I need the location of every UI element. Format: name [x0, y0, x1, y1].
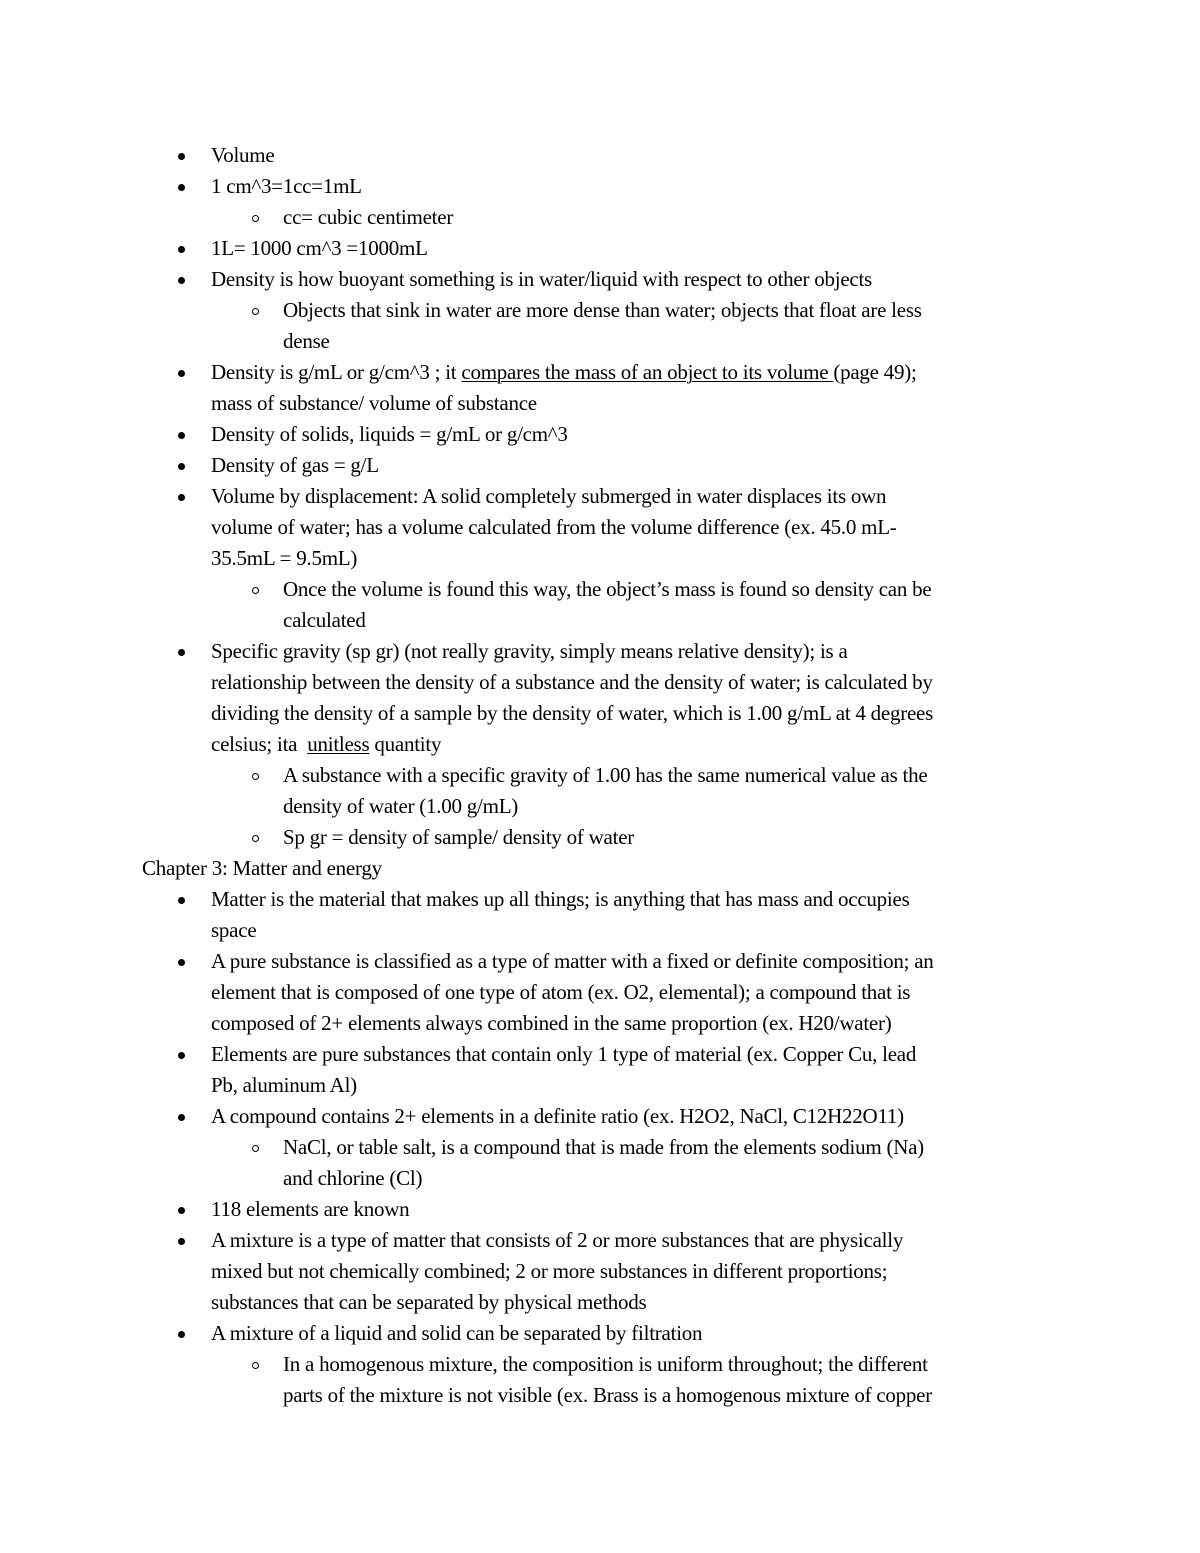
underlined-word: unitless: [307, 732, 370, 756]
chapter-heading: Chapter 3: Matter and energy: [142, 856, 382, 880]
bullet-disc-icon: [178, 246, 185, 253]
list-item-continuation: substances that can be separated by physical methods: [211, 1290, 647, 1314]
bullet-disc-icon: [178, 153, 185, 160]
sub-list-item: Sp gr = density of sample/ density of water: [283, 825, 635, 849]
page-reference: (page 49);: [833, 360, 917, 384]
bullet-circle-icon: [252, 1362, 259, 1369]
bullet-disc-icon: [178, 1052, 185, 1059]
list-item-continuation: dividing the density of a sample by the density of water, which is 1.00 g/mL at 4 degrees: [211, 701, 934, 725]
list-item: Elements are pure substances that contain only 1 type of material (ex. Copper Cu, lead: [211, 1042, 917, 1066]
list-item-continuation: [211, 729, 441, 760]
bullet-disc-icon: [178, 494, 185, 501]
sub-list-item-continuation: density of water (1.00 g/mL): [283, 794, 519, 818]
list-item: Matter is the material that makes up all things; is anything that has mass and occupies: [211, 887, 910, 911]
list-item-continuation: Pb, aluminum Al): [211, 1073, 357, 1097]
list-item-continuation: element that is composed of one type of atom (ex. O2, elemental); a compound that is: [211, 980, 911, 1004]
sub-list-item: A substance with a specific gravity of 1.00 has the same numerical value as the: [283, 763, 928, 787]
list-item-continuation: relationship between the density of a substance and the density of water; is calculated by: [211, 670, 933, 694]
sub-list-item-continuation: parts of the mixture is not visible (ex. Brass is a homogenous mixture of copper: [283, 1383, 932, 1407]
bullet-circle-icon: [252, 1145, 259, 1152]
list-item: A pure substance is classified as a type of matter with a fixed or definite composition; an: [211, 949, 934, 973]
list-item-continuation: composed of 2+ elements always combined in the same proportion (ex. H20/water): [211, 1011, 892, 1035]
sub-list-item-continuation: dense: [283, 329, 330, 353]
bullet-circle-icon: [252, 773, 259, 780]
sub-list-item: In a homogenous mixture, the composition is uniform throughout; the different: [283, 1352, 928, 1376]
bullet-circle-icon: [252, 215, 259, 222]
bullet-disc-icon: [178, 897, 185, 904]
bullet-disc-icon: [178, 1207, 185, 1214]
list-item: A mixture is a type of matter that consists of 2 or more substances that are physically: [211, 1228, 904, 1252]
list-item: 1L= 1000 cm^3 =1000mL: [211, 236, 428, 260]
list-item: 118 elements are known: [211, 1197, 410, 1221]
bullet-disc-icon: [178, 1331, 185, 1338]
bullet-disc-icon: [178, 184, 185, 191]
list-item: Volume: [211, 143, 275, 167]
list-item-continuation: volume of water; has a volume calculated from the volume difference (ex. 45.0 mL-: [211, 515, 897, 539]
bullet-disc-icon: [178, 1238, 185, 1245]
list-item-continuation: space: [211, 918, 257, 942]
sub-list-item-continuation: calculated: [283, 608, 366, 632]
list-item-continuation: 35.5mL = 9.5mL): [211, 546, 358, 570]
list-item: Specific gravity (sp gr) (not really gravity, simply means relative density); is a: [211, 639, 848, 663]
bullet-disc-icon: [178, 370, 185, 377]
list-item: Volume by displacement: A solid completely submerged in water displaces its own: [211, 484, 887, 508]
bullet-disc-icon: [178, 277, 185, 284]
sub-list-item-continuation: and chlorine (Cl): [283, 1166, 423, 1190]
spgr-text-end: quantity: [369, 732, 442, 756]
list-item: A compound contains 2+ elements in a definite ratio (ex. H2O2, NaCl, C12H22O11): [211, 1104, 904, 1128]
sub-list-item: Objects that sink in water are more dense than water; objects that float are less: [283, 298, 922, 322]
list-item: Density of gas = g/L: [211, 453, 379, 477]
sub-list-item: NaCl, or table salt, is a compound that is made from the elements sodium (Na): [283, 1135, 924, 1159]
spgr-text: celsius; ita: [211, 732, 308, 756]
bullet-disc-icon: [178, 463, 185, 470]
list-item: 1 cm^3=1cc=1mL: [211, 174, 362, 198]
bullet-disc-icon: [178, 432, 185, 439]
bullet-disc-icon: [178, 959, 185, 966]
sub-list-item: cc= cubic centimeter: [283, 205, 454, 229]
bullet-disc-icon: [178, 1114, 185, 1121]
underlined-phrase: compares the mass of an object to its volume: [461, 360, 834, 384]
list-item-continuation: mass of substance/ volume of substance: [211, 391, 537, 415]
list-item: [211, 357, 917, 388]
bullet-circle-icon: [252, 587, 259, 594]
bullet-circle-icon: [252, 308, 259, 315]
list-item: Density is how buoyant something is in water/liquid with respect to other objects: [211, 267, 872, 291]
list-item: Density of solids, liquids = g/mL or g/cm^3: [211, 422, 568, 446]
density-units-text: Density is g/mL or g/cm^3 ; it: [211, 360, 462, 384]
list-item: A mixture of a liquid and solid can be separated by filtration: [211, 1321, 703, 1345]
bullet-disc-icon: [178, 649, 185, 656]
bullet-circle-icon: [252, 835, 259, 842]
list-item-continuation: mixed but not chemically combined; 2 or more substances in different proportions;: [211, 1259, 888, 1283]
sub-list-item: Once the volume is found this way, the object’s mass is found so density can be: [283, 577, 932, 601]
